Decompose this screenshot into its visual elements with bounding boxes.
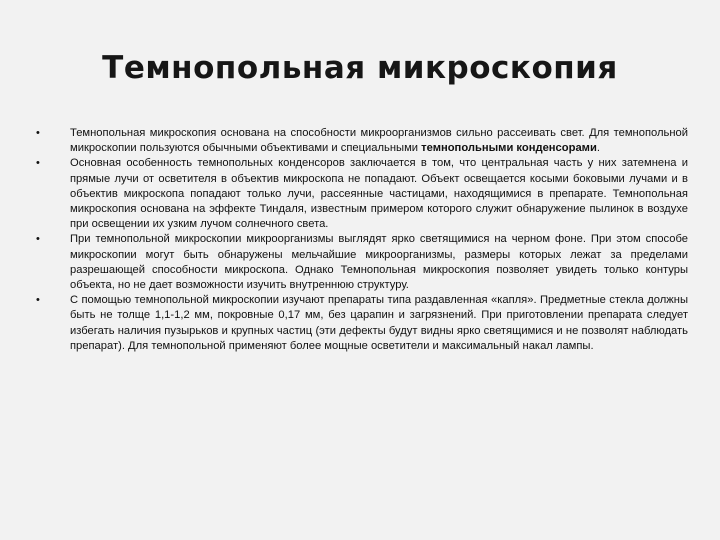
slide-title: Темнопольная микроскопия [102, 50, 618, 86]
list-item [36, 156, 688, 232]
bullet-icon: • [36, 233, 40, 246]
bullet-icon: • [36, 294, 40, 307]
item-text: Темнопольная микроскопия основана на способности микроорганизмов сильно рассеивать свет. Для темнопольной микроскопии пользуются обычными объективами и специальными [70, 127, 688, 155]
list-item [36, 126, 688, 156]
item-text: С помощью темнопольной микроскопии изучают препараты типа раздавленная «капля». Предметные стекла должны быть не толще 1,1-1,2 мм, покровные 0,17 мм, без царапин и загрязнений. При приготовлении препарата следует избегать наличия пузырьков и крупных частиц (эти дефекты будут видны ярко светящимися и не позволят наблюдать препарат). Для темнопольной применяют более мощные осветители и максимальный накал лампы. [70, 294, 688, 352]
item-text: Основная особенность темнопольных конденсоров заключается в том, что центральная часть у них затемнена и прямые лучи от осветителя в объектив микроскопа не попадают. Объект освещается косыми боковыми лучами и в объектив микроскопа попадают только лучи, рассеянные частицами, находящимися в препарате. Темнопольная микроскопия основана на эффекте Тиндаля, известным примером которого служит обнаружение пылинок в воздухе при освещении их узким лучом солнечного света. [70, 157, 688, 231]
bullet-icon: • [36, 127, 40, 139]
item-bold-term: темнопольными конденсорами [421, 142, 597, 155]
bullet-list [36, 126, 688, 354]
item-text-end: . [596, 142, 600, 155]
item-text: При темнопольной микроскопии микроорганизмы выглядят ярко светящимися на черном фоне. При этом способе микроскопии могут быть обнаружены мельчайшие микроорганизмы, размеры которых лежат за пределами разрешающей способности микроскопа. Однако Темнопольная микроскопия позволяет увидеть только контуры объекта, но не дает возможности изучить внутреннюю структуру. [70, 233, 688, 292]
list-item [36, 293, 688, 354]
bullet-icon: • [36, 157, 40, 170]
list-item [36, 232, 688, 293]
